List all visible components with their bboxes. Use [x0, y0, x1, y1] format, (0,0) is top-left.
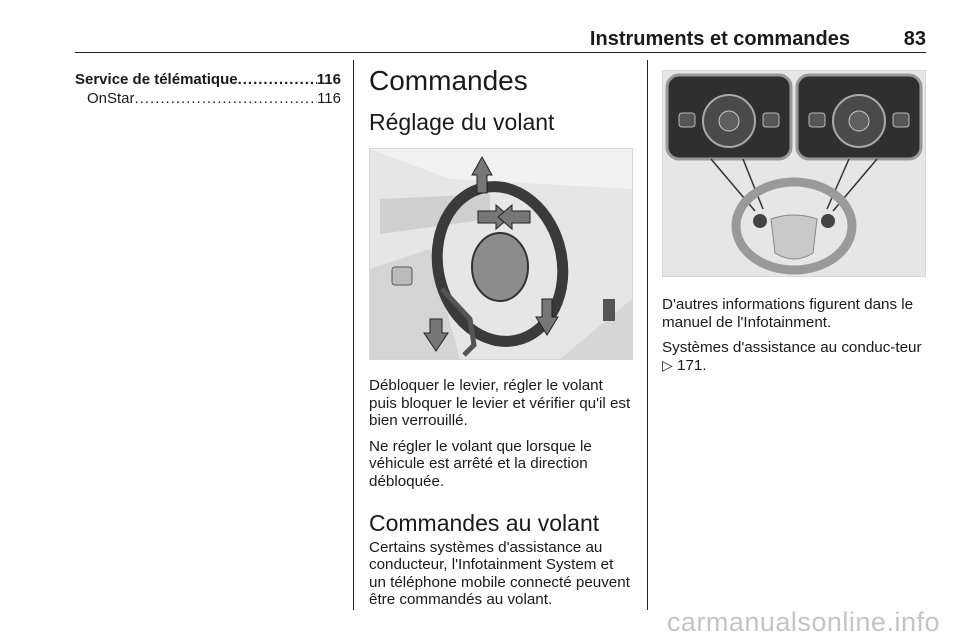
column-divider-left: [353, 60, 354, 610]
subsection-heading-adjust: Réglage du volant: [369, 109, 555, 135]
toc: [75, 70, 341, 108]
toc-entry-onstar[interactable]: [75, 89, 341, 108]
paragraph-infotainment: D'autres informations figurent dans le manuel de l'Infotainment.: [662, 296, 914, 331]
steering-wheel-controls-illustration: [662, 70, 926, 277]
toc-entry-page: 116: [316, 71, 341, 88]
toc-entry-page: 116: [317, 90, 341, 107]
section-heading: Commandes: [369, 65, 528, 96]
paragraph-assist-ref: [662, 339, 928, 374]
watermark: carmanualsonline.info: [666, 607, 940, 637]
column-divider-right: [647, 60, 648, 610]
cross-reference-icon: ▷: [662, 356, 673, 373]
page-number: 83: [903, 28, 926, 50]
paragraph-wheel-controls: Certains systèmes d'assistance au conducteur, l'Infotainment System et un téléphone mobile connecté peuvent être commandés au volant.: [369, 538, 630, 609]
toc-entry-label: OnStar: [87, 90, 135, 107]
toc-leader: [238, 70, 317, 89]
main-column: [369, 60, 633, 617]
assist-ref-text: Systèmes d'assistance au conduc-teur: [662, 339, 922, 357]
toc-entry-telematics[interactable]: [75, 70, 341, 89]
paragraph-adjust-1: Débloquer le levier, régler le volant puis bloquer le levier et vérifier qu'il est bien verrouillé.: [369, 377, 631, 430]
toc-entry-label: Service de télématique: [75, 71, 238, 88]
subsection-heading-wheel-controls: Commandes au volant: [369, 509, 600, 536]
header-title: Instruments et commandes: [589, 28, 850, 50]
assist-ref-page[interactable]: 171.: [677, 356, 707, 374]
header-rule: [75, 52, 926, 53]
paragraph-adjust-2: Ne régler le volant que lorsque le véhicule est arrêté et la direction débloquée.: [369, 437, 592, 490]
right-column: [662, 60, 928, 382]
toc-leader: [135, 89, 318, 108]
steering-adjustment-illustration: [369, 148, 633, 360]
